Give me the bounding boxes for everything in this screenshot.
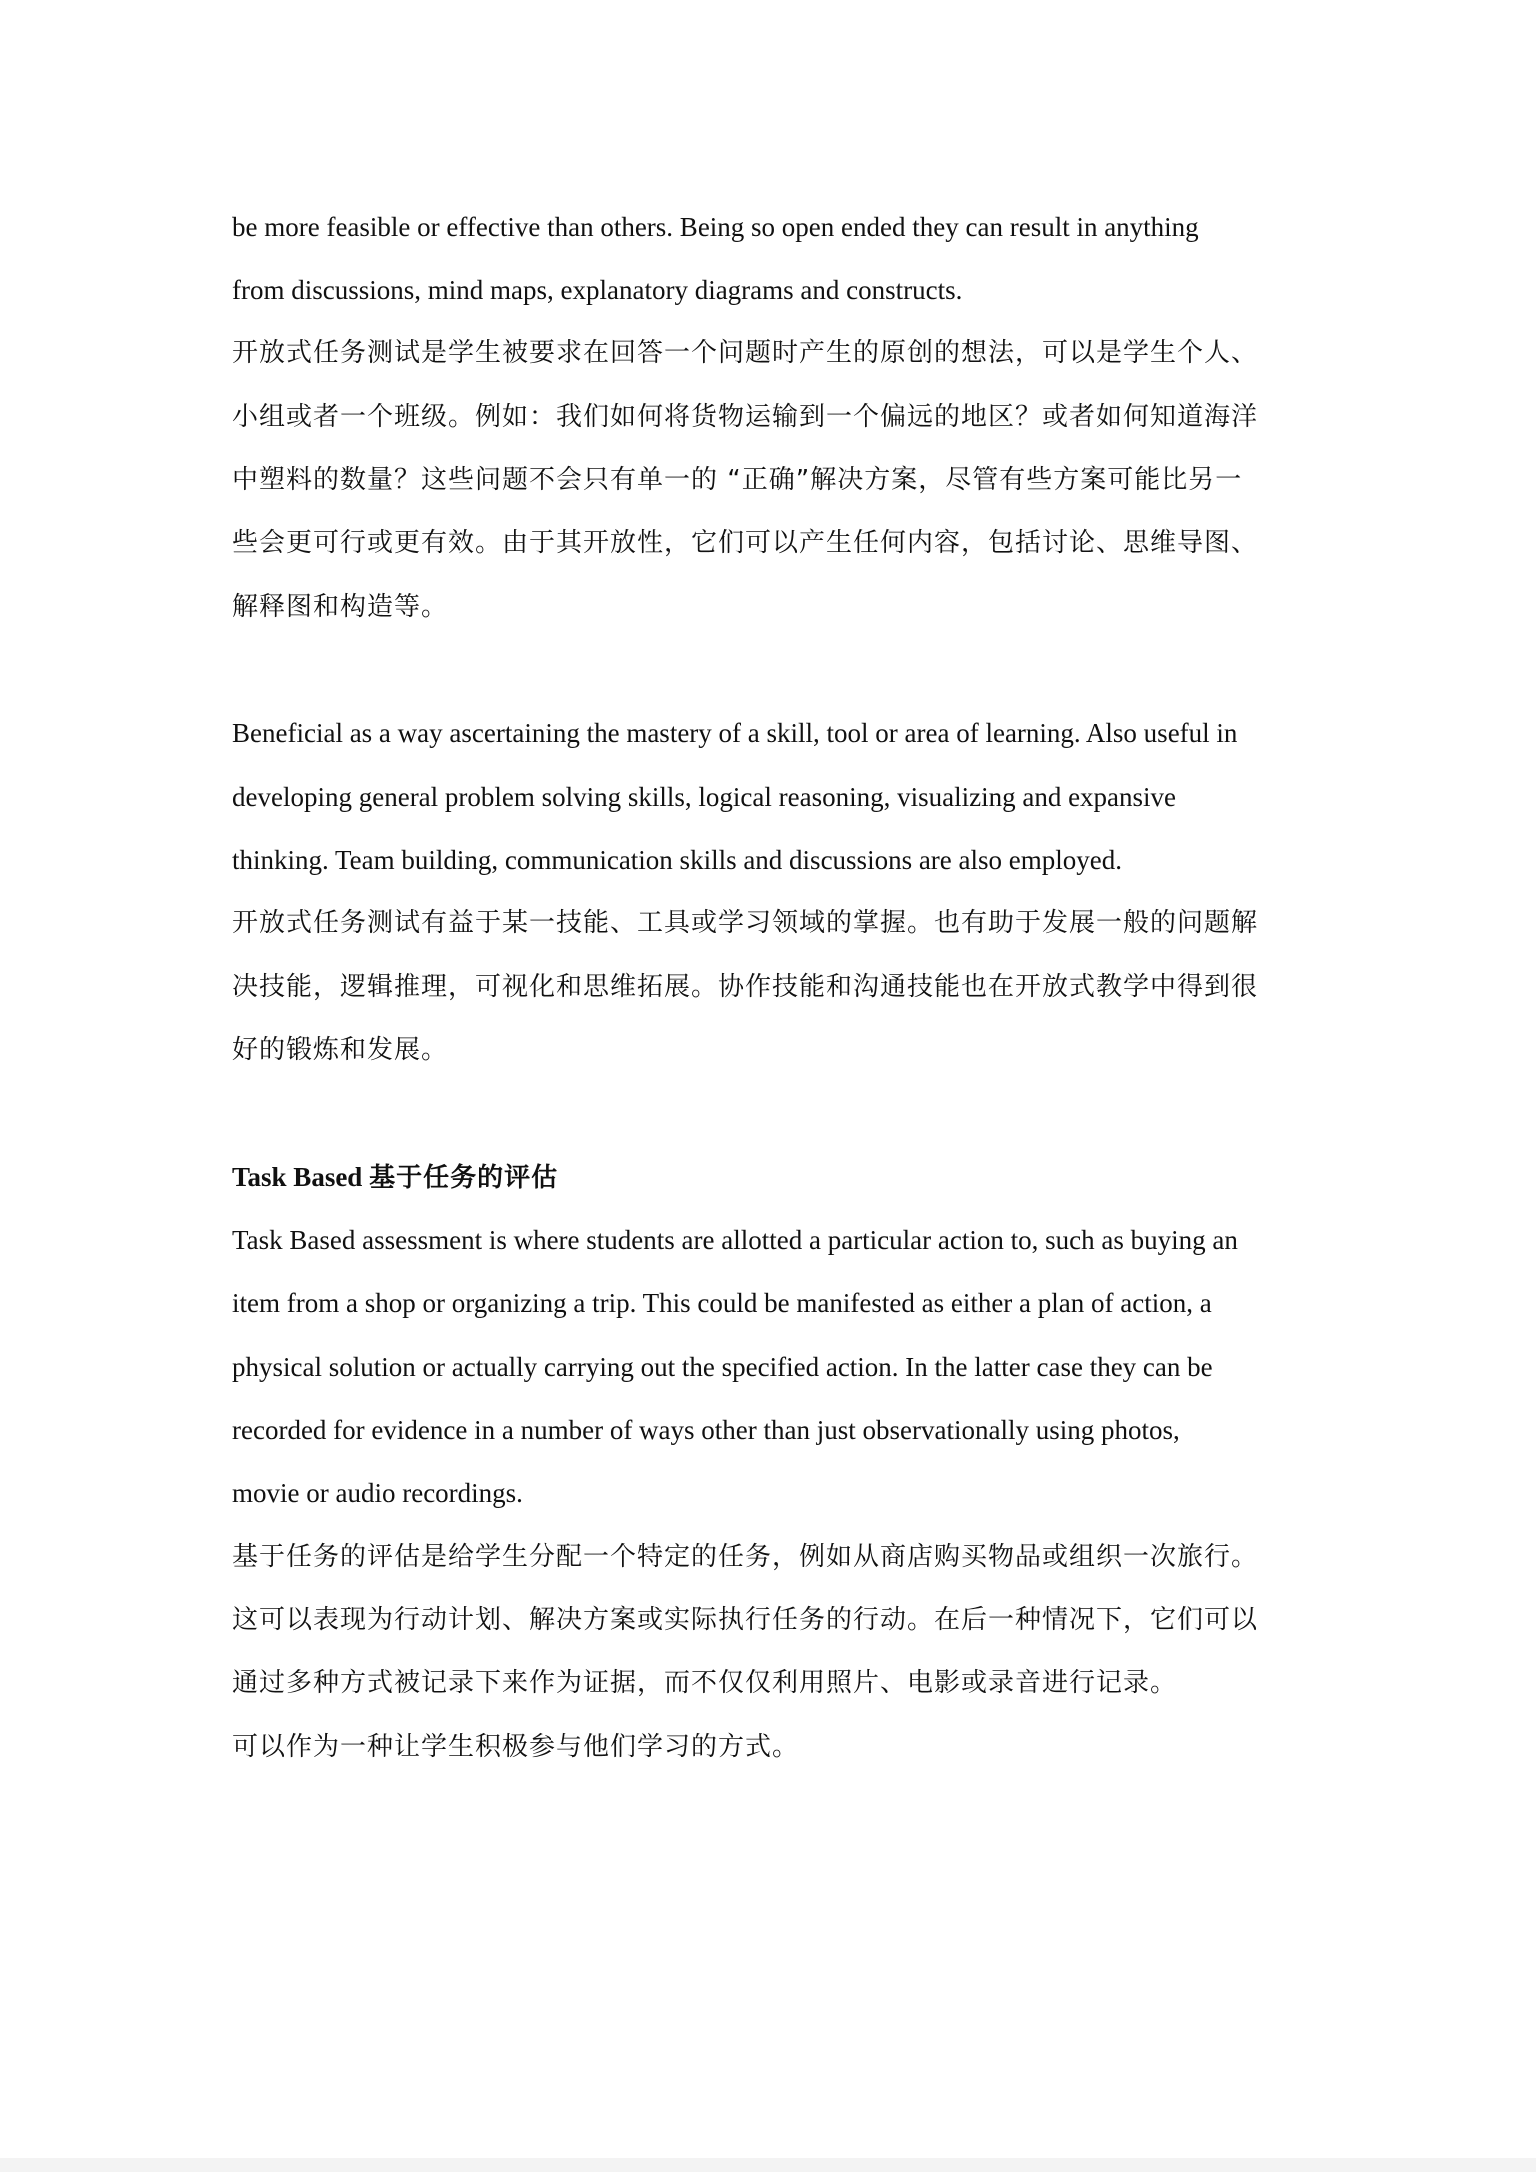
benefits-zh-line-3: 好的锻炼和发展。 (232, 1035, 449, 1065)
task-based-zh-line-4: 可以作为一种让学生积极参与他们学习的方式。 (232, 1732, 800, 1762)
benefits-zh-line-1: 开放式任务测试有益于某一技能、工具或学习领域的掌握。也有助于发展一般的问题解 (232, 908, 1259, 938)
open-ended-zh-line-4: 些会更可行或更有效。由于其开放性，它们可以产生任何内容，包括讨论、思维导图、 (232, 528, 1259, 558)
task-based-en-line-3: physical solution or actually carrying out the specified action. In the latter case they can be (232, 1352, 1213, 1382)
task-based-en-line-4: recorded for evidence in a number of ways other than just observationally using photos, (232, 1415, 1180, 1445)
task-based-zh-line-1: 基于任务的评估是给学生分配一个特定的任务，例如从商店购买物品或组织一次旅行。 (232, 1542, 1259, 1572)
open-ended-zh-line-2: 小组或者一个班级。例如：我们如何将货物运输到一个偏远的地区？或者如何知道海洋 (232, 402, 1259, 432)
open-ended-zh-line-3: 中塑料的数量？这些问题不会只有单一的 “正确”解决方案，尽管有些方案可能比另一 (232, 465, 1243, 495)
open-ended-en-line-2: from discussions, mind maps, explanatory diagrams and constructs. (232, 275, 963, 305)
task-based-en-line-1: Task Based assessment is where students are allotted a particular action to, such as buying an (232, 1225, 1238, 1255)
task-based-heading-en: Task Based (232, 1162, 363, 1192)
page-bottom-edge (0, 2158, 1536, 2172)
open-ended-zh-line-5: 解释图和构造等。 (232, 592, 449, 622)
task-based-heading-zh: 基于任务的评估 (369, 1163, 559, 1193)
task-based-en-line-5: movie or audio recordings. (232, 1478, 523, 1508)
open-ended-en-line-1: be more feasible or effective than others. Being so open ended they can result in anything (232, 212, 1199, 242)
benefits-zh-line-2: 决技能，逻辑推理，可视化和思维拓展。协作技能和沟通技能也在开放式教学中得到很 (232, 972, 1259, 1002)
benefits-en-line-3: thinking. Team building, communication skills and discussions are also employed. (232, 845, 1122, 875)
task-based-en-line-2: item from a shop or organizing a trip. This could be manifested as either a plan of action, a (232, 1288, 1212, 1318)
task-based-zh-line-3: 通过多种方式被记录下来作为证据，而不仅仅利用照片、电影或录音进行记录。 (232, 1668, 1178, 1698)
benefits-en-line-1: Beneficial as a way ascertaining the mastery of a skill, tool or area of learning. Also useful in (232, 718, 1238, 748)
open-ended-zh-line-1: 开放式任务测试是学生被要求在回答一个问题时产生的原创的想法，可以是学生个人、 (232, 338, 1259, 368)
benefits-en-line-2: developing general problem solving skills, logical reasoning, visualizing and expansive (232, 782, 1177, 812)
task-based-heading (232, 1160, 558, 1194)
task-based-zh-line-2: 这可以表现为行动计划、解决方案或实际执行任务的行动。在后一种情况下，它们可以 (232, 1605, 1259, 1635)
